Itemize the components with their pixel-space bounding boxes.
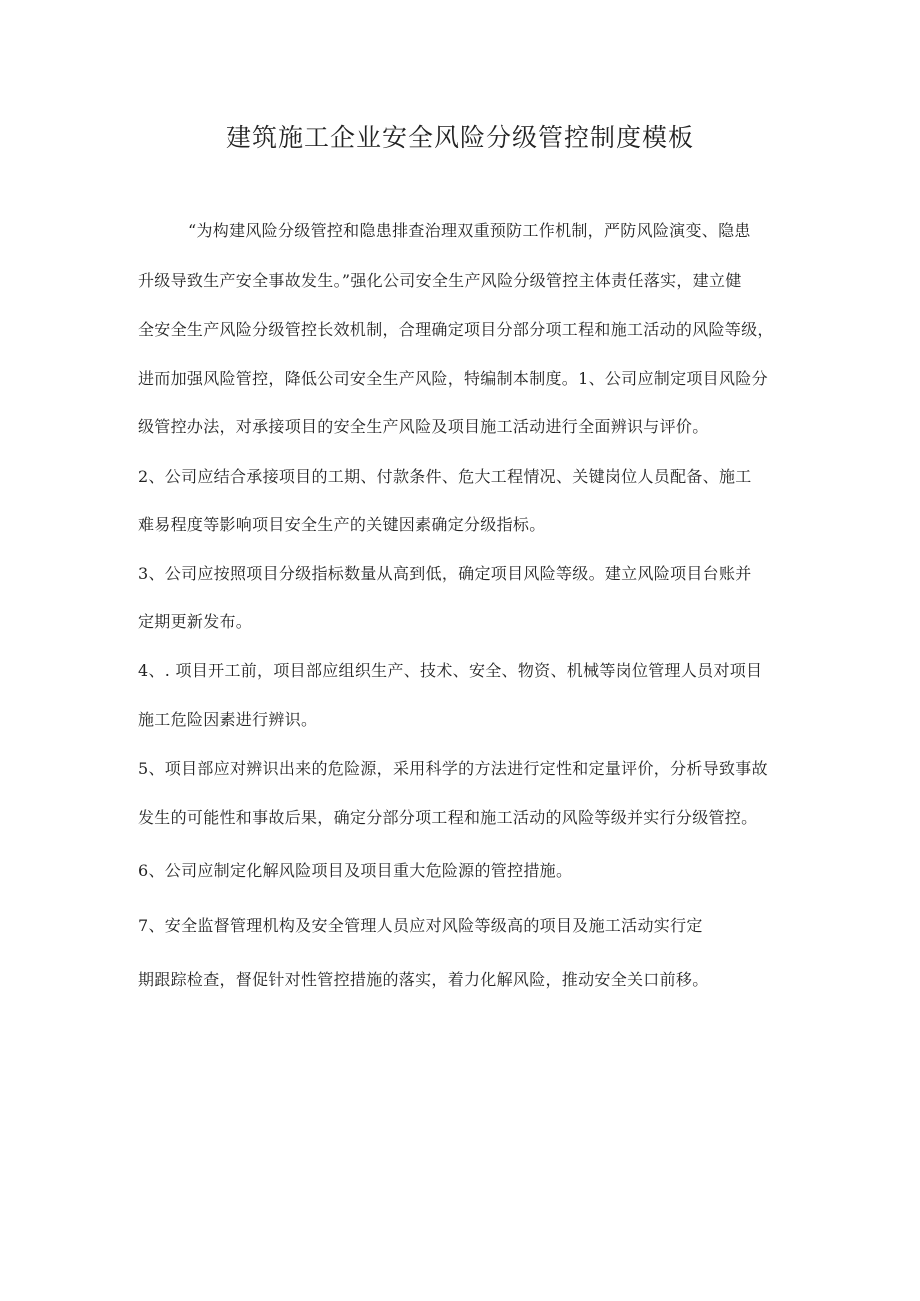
text-line: 发生的可能性和事故后果，确定分部分项工程和施工活动的风险等级并实行分级管控。 bbox=[138, 808, 758, 827]
text-line: 3、公司应按照项目分级指标数量从高到低，确定项目风险等级。建立风险项目台账并 bbox=[138, 564, 752, 583]
text-line: 施工危险因素进行辨识。 bbox=[138, 710, 318, 729]
document-title: 建筑施工企业安全风险分级管控制度模板 bbox=[225, 123, 694, 152]
text-line: 期跟踪检查，督促针对性管控措施的落实，着力化解风险，推动安全关口前移。 bbox=[138, 970, 709, 989]
text-line: 进而加强风险管控，降低公司安全生产风险，特编制本制度。1、公司应制定项目风险分 bbox=[138, 369, 768, 388]
text-line: 7、安全监督管理机构及安全管理人员应对风险等级高的项目及施工活动实行定 bbox=[138, 916, 703, 935]
text-line: 升级导致生产安全事故发生。”强化公司安全生产风险分级管控主体责任落实，建立健 bbox=[138, 271, 742, 290]
text-line: 5、项目部应对辨识出来的危险源，采用科学的方法进行定性和定量评价，分析导致事故 bbox=[138, 759, 768, 778]
text-line: 定期更新发布。 bbox=[138, 612, 253, 631]
text-line: 难易程度等影响项目安全生产的关键因素确定分级指标。 bbox=[138, 515, 546, 534]
text-line: 全安全生产风险分级管控长效机制，合理确定项目分部分项工程和施工活动的风险等级， bbox=[138, 320, 774, 339]
text-line: 4、. 项目开工前，项目部应组织生产、技术、安全、物资、机械等岗位管理人员对项目 bbox=[138, 661, 763, 680]
text-line: 2、公司应结合承接项目的工期、付款条件、危大工程情况、关键岗位人员配备、施工 bbox=[138, 467, 752, 486]
text-line: 6、公司应制定化解风险项目及项目重大危险源的管控措施。 bbox=[138, 861, 573, 880]
text-line: 级管控办法，对承接项目的安全生产风险及项目施工活动进行全面辨识与评价。 bbox=[138, 417, 709, 436]
text-line: “为构建风险分级管控和隐患排查治理双重预防工作机制，严防风险演变、隐患 bbox=[188, 221, 751, 240]
